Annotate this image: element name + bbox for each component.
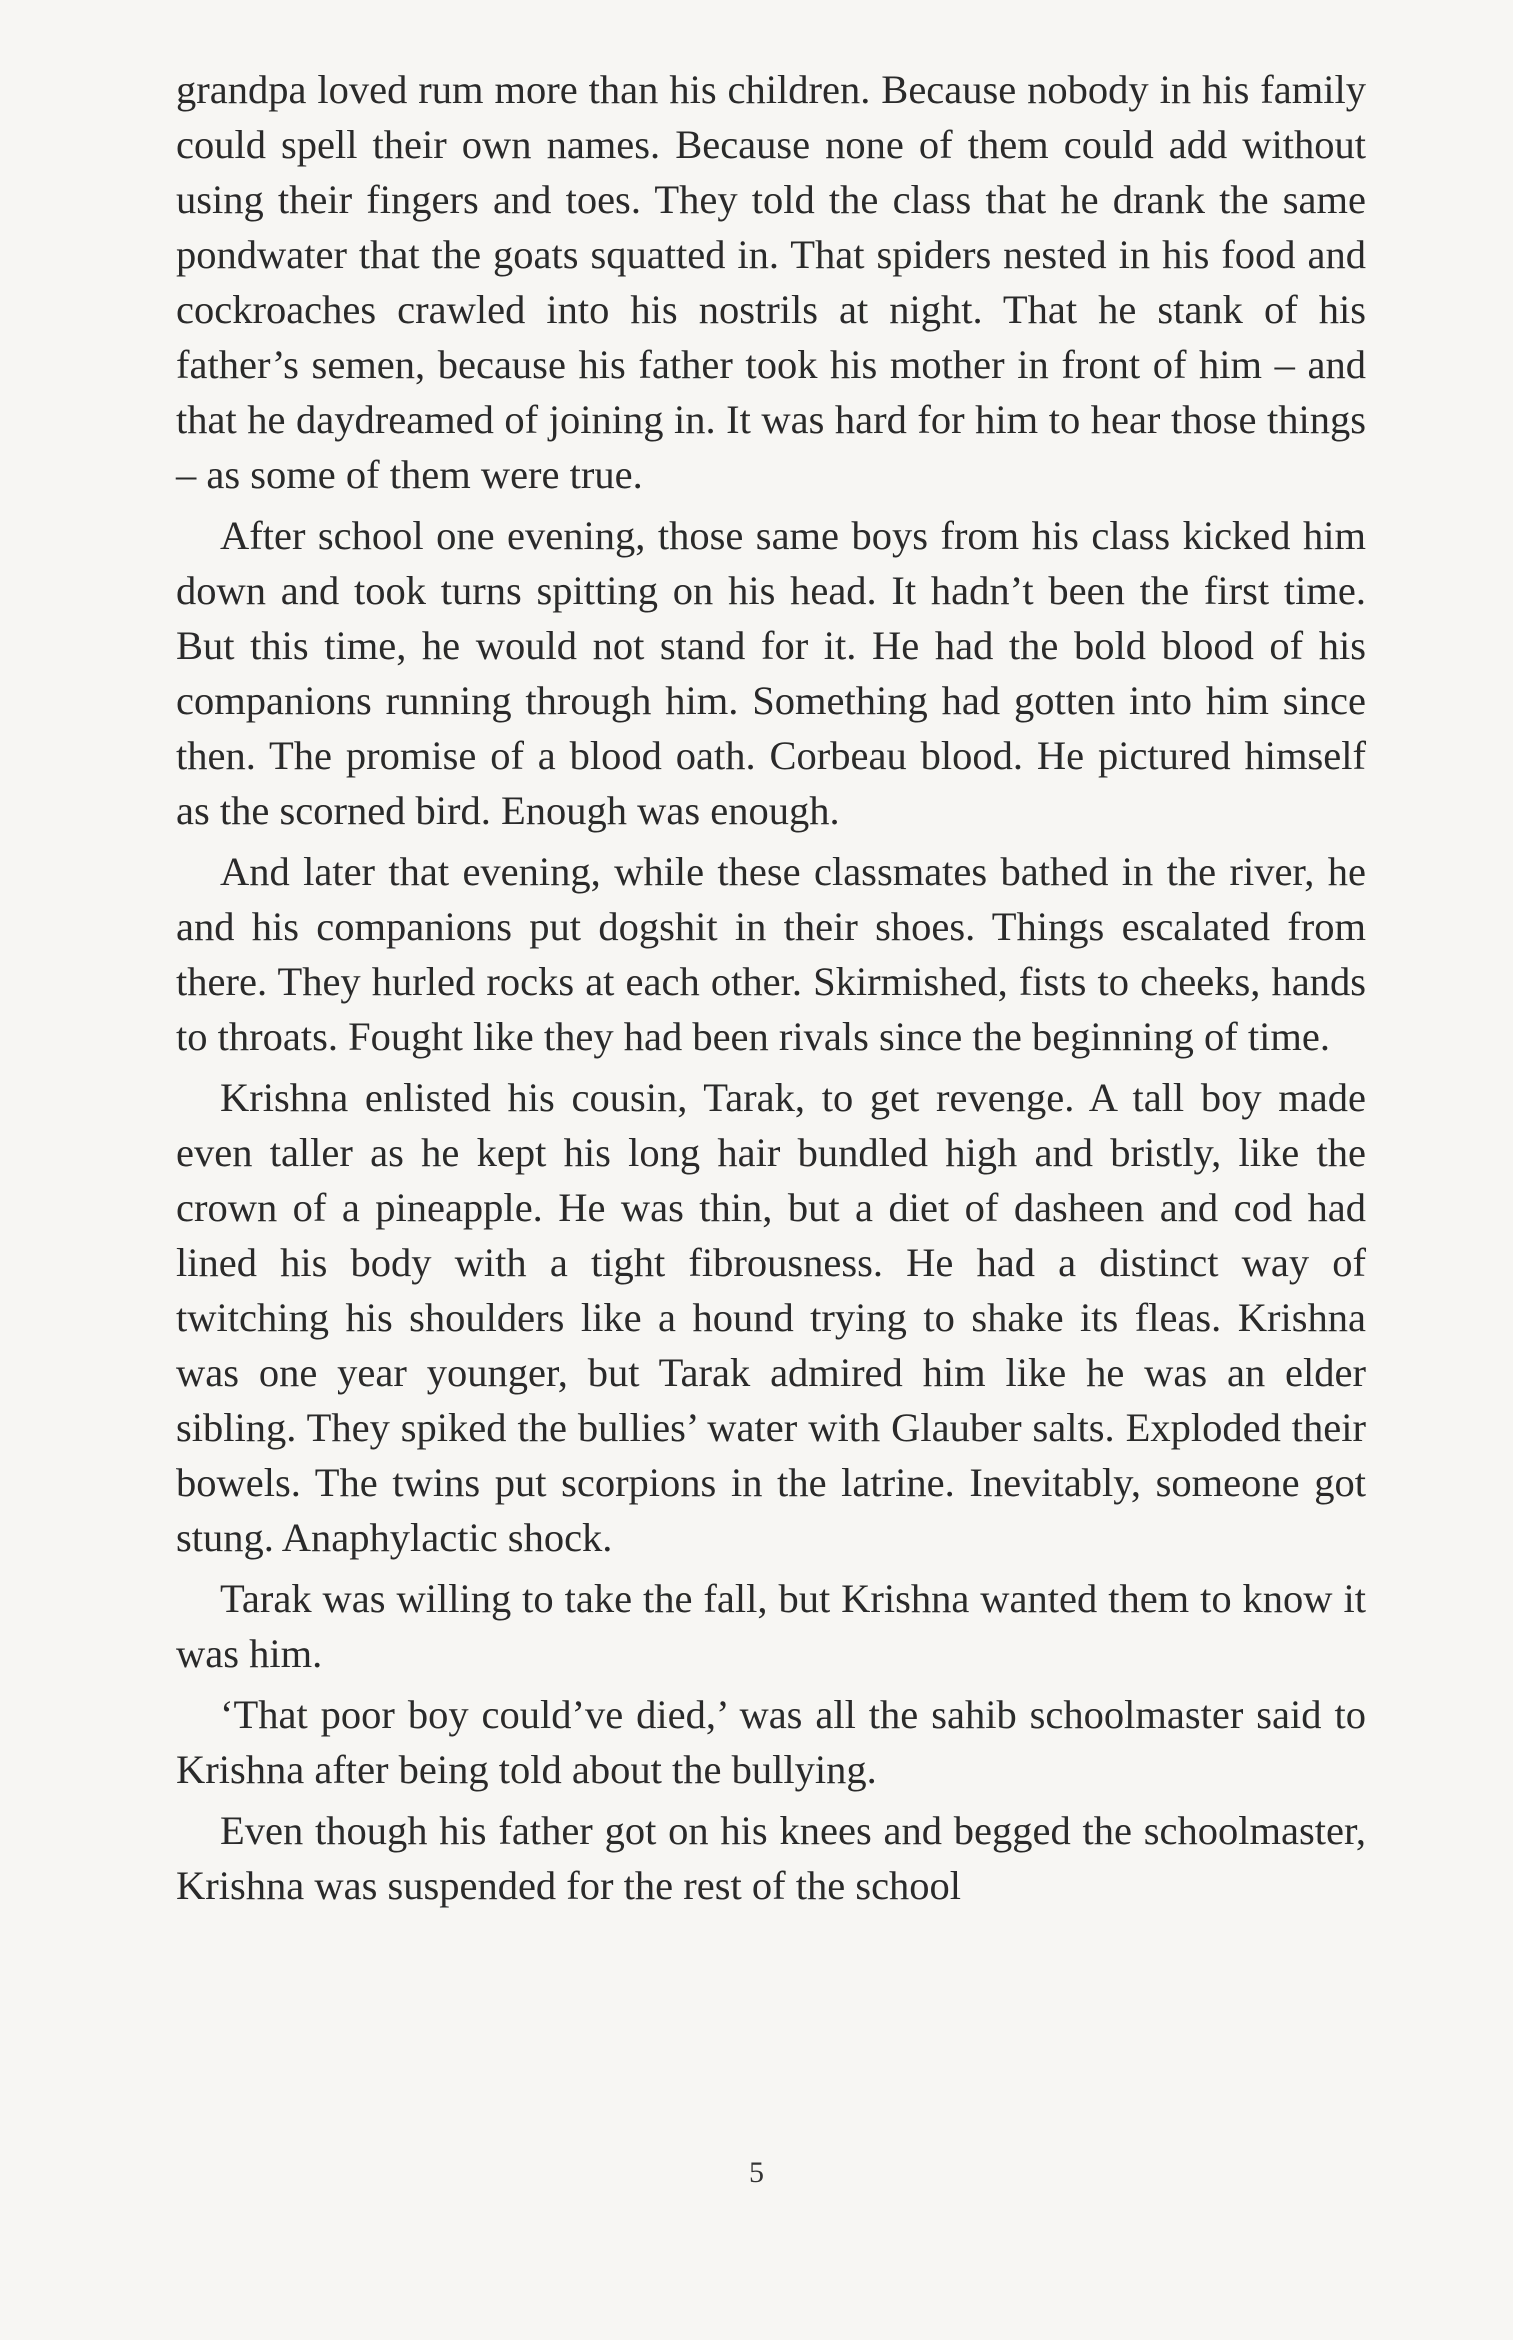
paragraph-7: Even though his father got on his knees and begged the schoolmaster, Krishna was suspended for the rest of the school: [176, 1808, 1366, 1908]
paragraph-1: grandpa loved rum more than his children. Because nobody in his family could spell their own names. Because none of them could add without using their fingers and toes. They told the class that he drank the same pondwater that the goats squatted in. That spiders nested in his food and cockroaches crawled into his nostrils at night. That he stank of his father’s semen, because his father took his mother in front of him – and that he daydreamed of joining in. It was hard for him to hear those things – as some of them were true.: [176, 67, 1366, 497]
paragraph-2: After school one evening, those same boys from his class kicked him down and took turns spitting on his head. It hadn’t been the first time. But this time, he would not stand for it. He had the bold blood of his companions running through him. Something had gotten into him since then. The promise of a blood oath. Corbeau blood. He pictured himself as the scorned bird. Enough was enough.: [176, 513, 1366, 833]
paragraph-3: And later that evening, while these classmates bathed in the river, he and his companions put dogshit in their shoes. Things escalated from there. They hurled rocks at each other. Skirmished, fists to cheeks, hands to throats. Fought like they had been rivals since the beginning of time.: [176, 849, 1366, 1059]
paragraph-5: Tarak was willing to take the fall, but Krishna wanted them to know it was him.: [176, 1576, 1366, 1676]
paragraph-6: ‘That poor boy could’ve died,’ was all the sahib schoolmaster said to Krishna after being told about the bullying.: [176, 1692, 1366, 1792]
page-number: 5: [749, 2156, 764, 2189]
paragraph-4: Krishna enlisted his cousin, Tarak, to get revenge. A tall boy made even taller as he kept his long hair bundled high and bristly, like the crown of a pineapple. He was thin, but a diet of dasheen and cod had lined his body with a tight fibrousness. He had a distinct way of twitching his shoulders like a hound trying to shake its fleas. Krishna was one year younger, but Tarak admired him like he was an elder sibling. They spiked the bullies’ water with Glauber salts. Exploded their bowels. The twins put scorpions in the latrine. Inevitably, someone got stung. Anaphylactic shock.: [176, 1075, 1366, 1560]
body-text: [176, 62, 1366, 1919]
